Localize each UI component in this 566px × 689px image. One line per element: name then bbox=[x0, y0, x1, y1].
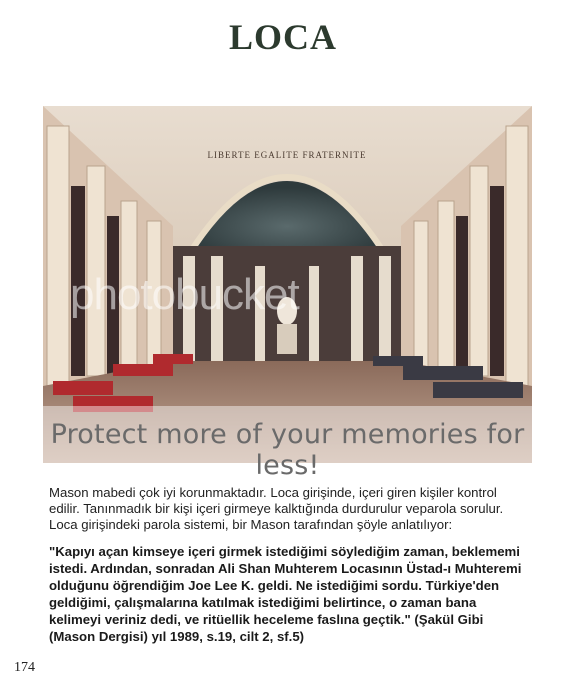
photobucket-watermark-logo: photobucket bbox=[70, 270, 299, 319]
arch-inscription: LIBERTE EGALITE FRATERNITE bbox=[207, 150, 367, 160]
body-paragraph: Mason mabedi çok iyi korunmaktadır. Loca girişinde, içeri giren kişiler kontrol edilir. Tanınmadık bir kişi içeri girmeye kalktığında durdurulur veparola sorulur. Loca girişindeki parola sistemi, bir Mason tarafından şöyle anlatılıyor: bbox=[49, 485, 504, 532]
quote-paragraph: "Kapıyı açan kimseye içeri girmek istediğimi söylediğim zaman, beklememi istedi. Ardından, sonradan Ali Shan Muhterem Locasının Üstad-ı Muhteremi olduğunu öğrendiğim Joe Lee K. geldi. Ne istediğimi sordu. Türkiye'den geldiğimi, çalışmalarına katılmak istediğimi belirtince, o zaman bana kelimeyi veriniz dedi, ve ritüellik heceleme faslına geçtik." (Şakül Gibi (Mason Dergisi) yıl 1989, s.19, cilt 2, sf.5) bbox=[49, 544, 522, 644]
page-number: 174 bbox=[14, 660, 35, 675]
page-title: LOCA bbox=[228, 17, 337, 57]
watermark-banner-text: Protect more of your memories for less! bbox=[50, 419, 525, 481]
